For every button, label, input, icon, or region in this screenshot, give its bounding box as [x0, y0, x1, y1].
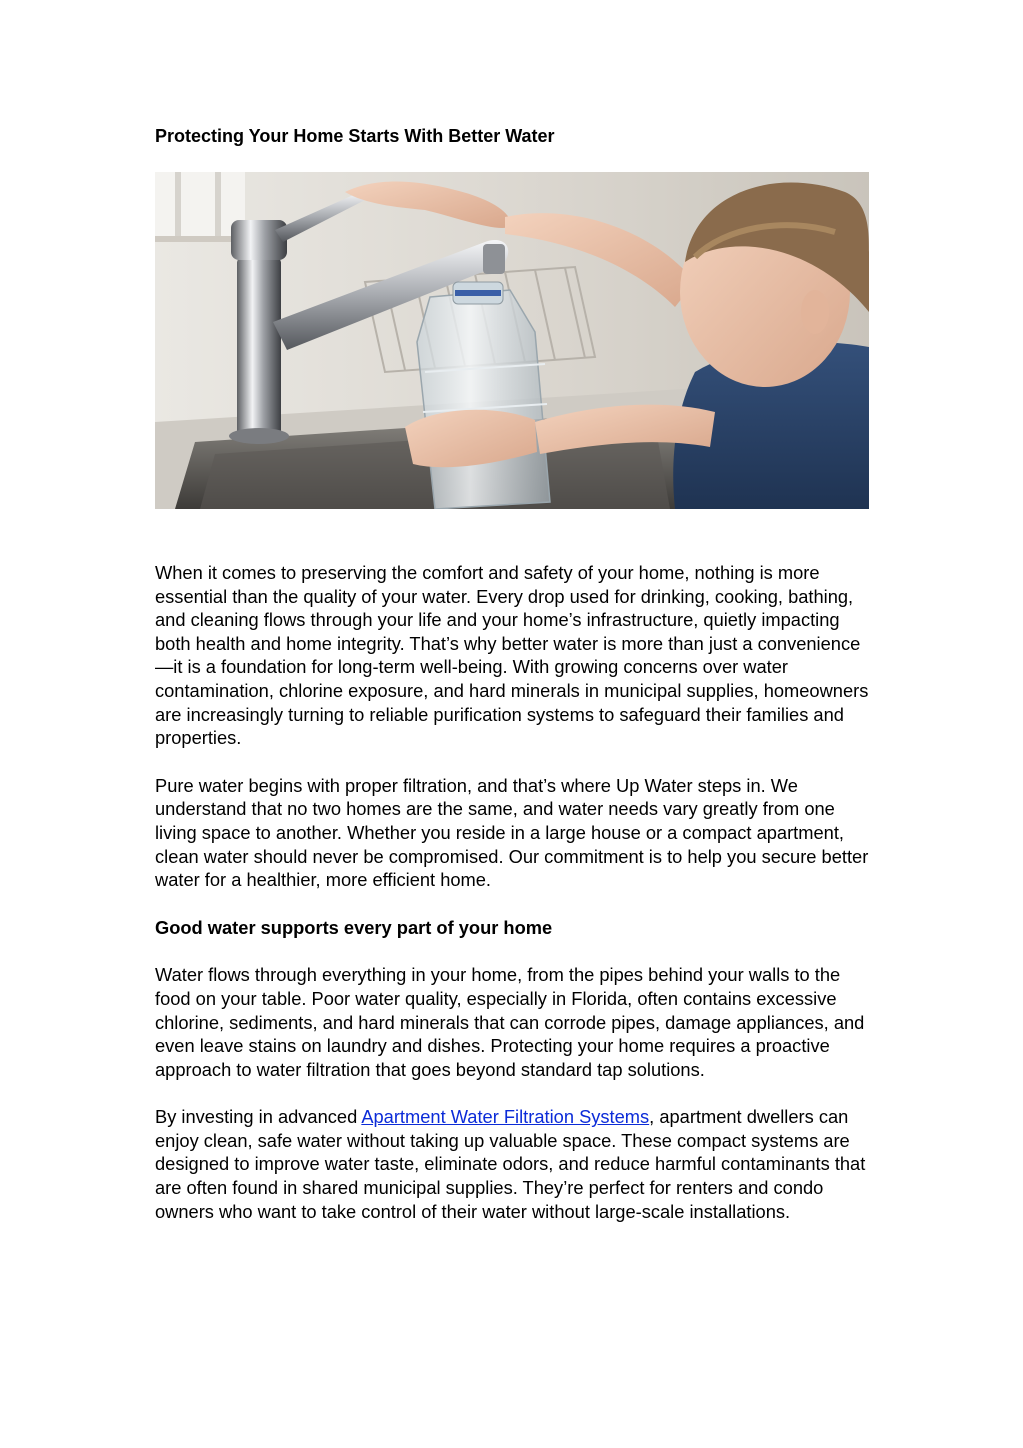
hero-image [155, 172, 869, 509]
document-title: Protecting Your Home Starts With Better Water [155, 126, 555, 146]
paragraph-4-after-link: , apartment dwellers can enjoy clean, safe water without taking up valuable space. These compact systems are designed to improve water taste, eliminate odors, and reduce harmful contaminants that are often found in shared municipal supplies. They’re perfect for renters and condo owners who want to take control of their water without large-scale installations. [155, 1106, 866, 1222]
apartment-water-filtration-link[interactable]: Apartment Water Filtration Systems [361, 1106, 650, 1128]
paragraph-4-before-link: By investing in advanced [155, 1106, 362, 1128]
paragraph-up-water: Pure water begins with proper filtration, and that’s where Up Water steps in. We understand that no two homes are the same, and water needs vary greatly from one living space to another. Whether you reside in a large house or a compact apartment, clean water should never be compromised. Our commitment is to help you secure better water for a healthier, more efficient home. [155, 774, 869, 891]
paragraph-intro: When it comes to preserving the comfort and safety of your home, nothing is more essential than the quality of your water. Every drop used for drinking, cooking, bathing, and cleaning flows through your life and your home’s infrastructure, quietly impacting both health and home integrity. That’s why better water is more than just a convenience—it is a foundation for long-term well-being. With growing concerns over water contamination, chlorine exposure, and hard minerals in municipal supplies, homeowners are increasingly turning to reliable purification systems to safeguard their families and properties. [155, 562, 869, 749]
paragraph-water-flows: Water flows through everything in your home, from the pipes behind your walls to the food on your table. Poor water quality, especially in Florida, often contains excessive chlorine, sediments, and hard minerals that can corrode pipes, damage appliances, and even leave stains on laundry and dishes. Protecting your home requires a proactive approach to water filtration that goes beyond standard tap solutions. [155, 964, 865, 1080]
paragraph-apartment-systems [155, 1105, 875, 1223]
photo-boy-filling-bottle-icon [155, 172, 869, 509]
subheading-good-water: Good water supports every part of your home [155, 916, 553, 938]
document-content [155, 124, 875, 1247]
